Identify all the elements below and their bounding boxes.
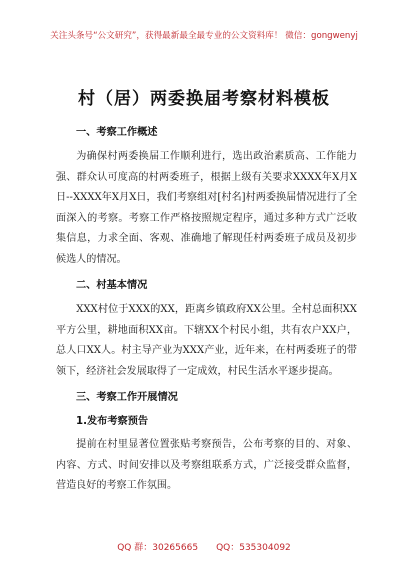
section-heading-village-basics: 二、村基本情况 xyxy=(76,280,148,291)
footer-qq-number: QQ：535304092 xyxy=(216,543,291,553)
section-paragraph-overview: 为确保村两委换届工作顺利进行，选出政治素质高、工作能力强、群众认可度高的村两委班子，根据上级有关要求XXXX年X月X日--XXXX年X月X日，我们考察组对[村名]村两委换届情况进行了全面深入的考察。考察工作严格按照规定程序，通过多种方式广泛收集信息，力求全面、客观、准确地了解现任村两委班子成员及初步候选人的情况。 xyxy=(56,151,357,265)
section-paragraph-village-basics: XXX村位于XXX的XX，距离乡镇政府XX公里。全村总面积XX平方公里，耕地面积XX亩。下辖XX个村民小组，共有农户XX户，总人口XX人。村主导产业为XXX产业，近年来，在村两委班子的带领下，经济社会发展取得了一定成效，村民生活水平逐步提高。 xyxy=(56,304,357,377)
subsection-heading-notice: 1.发布考察预告 xyxy=(76,416,149,427)
section-heading-inspection-work: 三、考察工作开展情况 xyxy=(76,392,178,403)
document-title: 村（居）两委换届考察材料模板 xyxy=(78,89,330,109)
section-heading-overview: 一、考察工作概述 xyxy=(76,127,158,138)
subsection-paragraph-notice: 提前在村里显著位置张贴考察预告，公布考察的目的、对象、内容、方式、时间安排以及考察组联系方式，广泛接受群众监督，营造良好的考察工作氛围。 xyxy=(56,439,357,491)
header-banner: 关注头条号“公文研究”，获得最新最全最专业的公文资料库！ 微信：gongwenyj xyxy=(50,31,358,41)
footer-contact xyxy=(0,540,408,553)
footer-qq-group: QQ 群：30265665 xyxy=(117,543,199,553)
document-body xyxy=(56,126,357,497)
